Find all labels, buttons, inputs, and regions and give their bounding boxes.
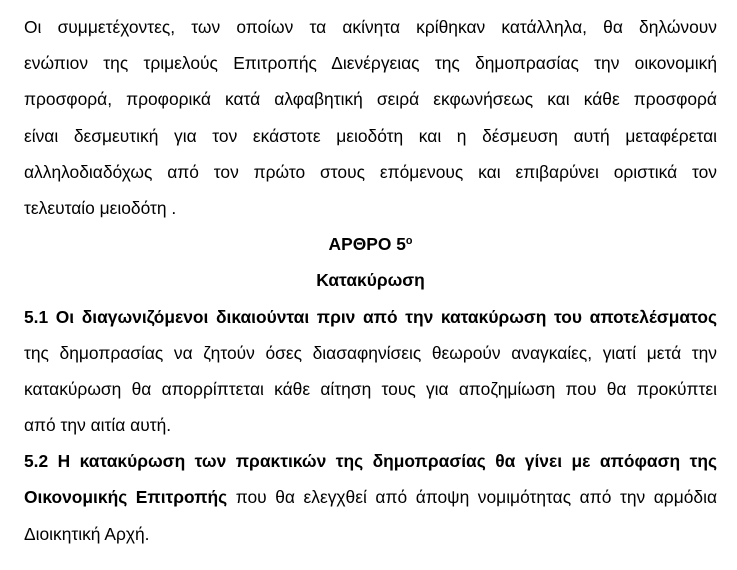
paragraph-line: ενώπιον της τριμελούς Επιτροπής Διενέργειας της δημοπρασίας την οικονομική <box>24 53 717 74</box>
section-5-1-heading: 5.1 Οι διαγωνιζόμενοι δικαιούνται πριν από την κατακύρωση του αποτελέσματος <box>24 306 717 327</box>
document-page <box>24 9 717 552</box>
paragraph-line: της δημοπρασίας να ζητούν όσες διασαφηνίσεις θεωρούν αναγκαίες, γιατί μετά την <box>24 342 717 363</box>
paragraph-line: κατακύρωση θα απορρίπτεται κάθε αίτηση τους για αποζημίωση που θα προκύπτει <box>24 378 717 399</box>
paragraph-line: είναι δεσμευτική για τον εκάστοτε μειοδότη και η δέσμευση αυτή μεταφέρεται <box>24 125 717 146</box>
paragraph-line: Οι συμμετέχοντες, των οποίων τα ακίνητα κρίθηκαν κατάλληλα, θα δηλώνουν <box>24 17 717 37</box>
article-heading-text: ΑΡΘΡΟ 5 <box>328 234 406 255</box>
article-heading <box>24 226 717 262</box>
paragraph-line: από την αιτία αυτή. <box>24 415 172 436</box>
paragraph-line: αλληλοδιαδόχως από τον πρώτο στους επόμενους και επιβαρύνει οριστικά τον <box>24 161 717 182</box>
section-5-1 <box>24 299 717 444</box>
paragraph-line <box>24 479 717 515</box>
paragraph-line: Διοικητική Αρχή. <box>24 523 150 544</box>
committee-name: Οικονομικής Επιτροπής <box>24 487 228 508</box>
section-5-2-heading: 5.2 Η κατακύρωση των πρακτικών της δημοπρασίας θα γίνει με απόφαση της <box>24 451 717 472</box>
article-heading-ordinal: ο <box>405 235 413 248</box>
paragraph-line: προσφορά, προφορικά κατά αλφαβητική σειρά εκφωνήσεως και κάθε προσφορά <box>24 89 717 110</box>
article-title: Κατακύρωση <box>316 270 425 291</box>
paragraph-line: τελευταίο μειοδότη . <box>24 197 177 218</box>
paragraph-participants-bids <box>24 9 717 226</box>
section-5-2 <box>24 443 717 552</box>
section-5-2-text: που θα ελεγχθεί από άποψη νομιμότητας από την αρμόδια <box>227 487 717 508</box>
